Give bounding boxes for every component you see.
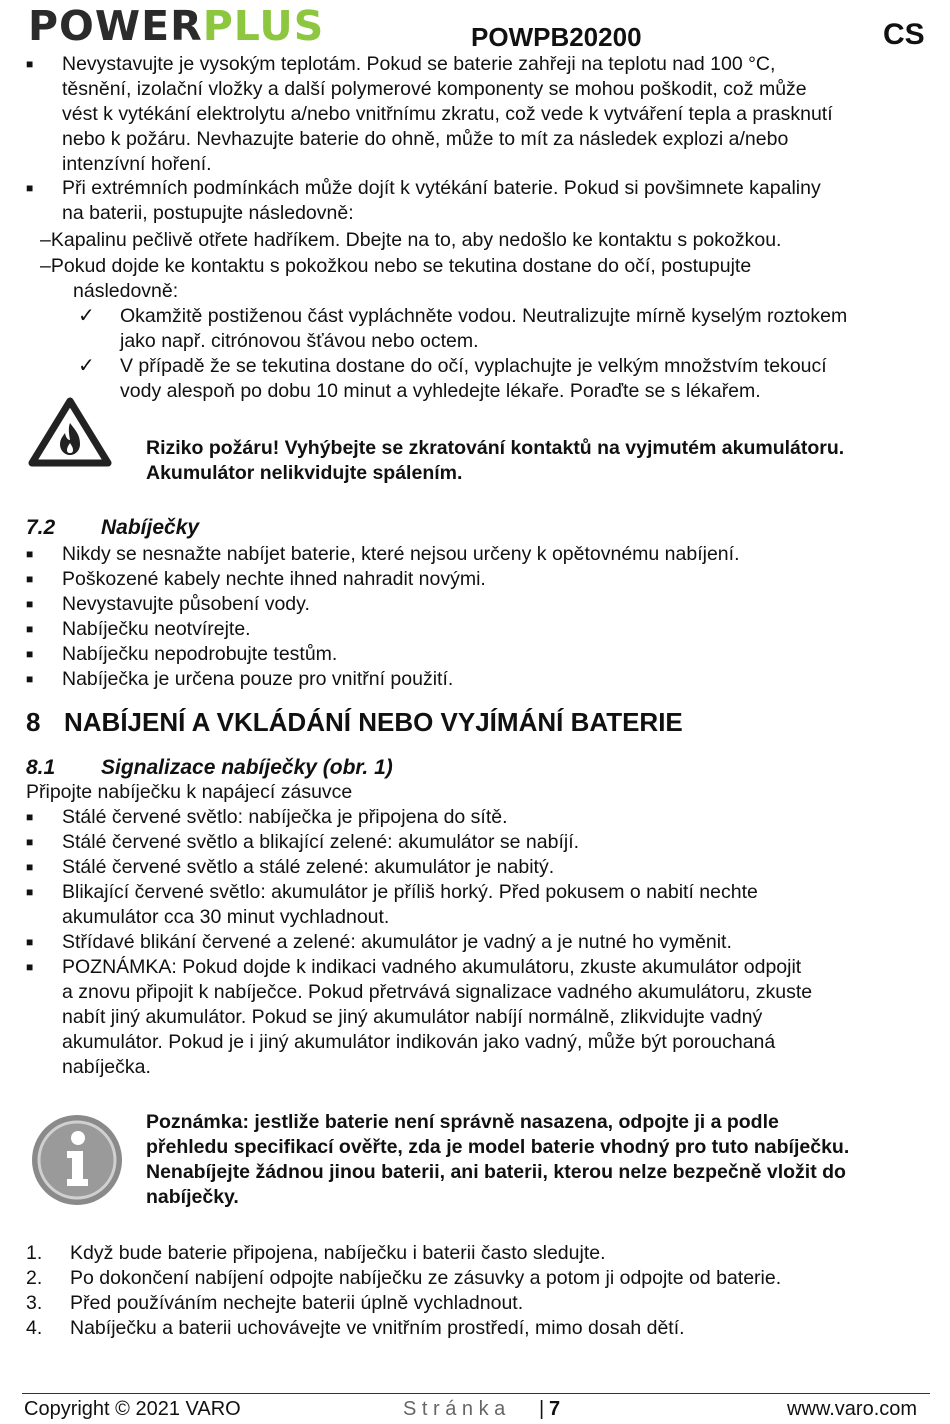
bullet-marker: ■ (26, 181, 34, 195)
text-line: Riziko požáru! Vyhýbejte se zkratování kontaktů na vyjmutém akumulátoru. (146, 437, 845, 459)
bullet-marker: ■ (26, 57, 34, 71)
list-number: 2. (26, 1267, 43, 1289)
section-heading-7-2 (26, 516, 199, 540)
language-code: CS (883, 18, 925, 51)
dash-item-wipe: –Kapalinu pečlivě otřete hadříkem. Dbejte na to, aby nedošlo ke kontaktu s pokožkou. (40, 229, 782, 251)
footer-copyright: Copyright © 2021 VARO (24, 1398, 241, 1420)
text-line: Nevystavujte je vysokým teplotám. Pokud se baterie zahřeji na teplotu nad 100 °C, (62, 53, 776, 75)
check-item-skin (120, 304, 935, 354)
section-title: Nabíječky (101, 516, 200, 539)
dash-item-contact (40, 254, 920, 304)
section-heading-8-1 (26, 756, 393, 780)
text-line: Blikající červené světlo: akumulátor je příliš horký. Před pokusem o nabití nechte (62, 881, 758, 903)
footer-page-number: 7 (549, 1398, 561, 1420)
text-line: –Pokud dojde ke kontaktu s pokožkou nebo se tekutina dostane do očí, postupujte (40, 255, 752, 277)
bullet-marker: ■ (26, 622, 34, 636)
checkmark-icon: ✓ (78, 355, 95, 377)
list-number: 3. (26, 1292, 43, 1314)
footer-page-label: S t r á n k a (403, 1398, 506, 1420)
bullet-marker: ■ (26, 810, 34, 824)
text-line: nebo k požáru. Nevhazujte baterie do ohně, může to mít za následek explozi a/nebo (62, 128, 789, 150)
text-line: nabíječka. (62, 1056, 151, 1078)
list-item: Nevystavujte působení vody. (62, 593, 310, 615)
list-item: Střídavé blikání červené a zelené: akumulátor je vadný a je nutné ho vyměnit. (62, 931, 732, 953)
section-number: 8.1 (26, 756, 56, 779)
numbered-item: Když bude baterie připojena, nabíječku i baterii často sledujte. (70, 1242, 606, 1264)
text-line: jako např. citrónovou šťávou nebo octem. (120, 330, 479, 352)
text-line: Nenabíjejte žádnou jinou baterii, ani baterii, kterou nelze bezpečně vložit do (146, 1161, 846, 1183)
footer-url: www.varo.com (787, 1398, 918, 1420)
bullet-marker: ■ (26, 935, 34, 949)
bullet-leak-warning (62, 176, 932, 226)
chapter-title: NABÍJENÍ A VKLÁDÁNÍ NEBO VYJÍMÁNÍ BATERIE (64, 707, 683, 737)
text-line: vody alespoň po dobu 10 minut a vyhledejte lékaře. Poraďte se s lékařem. (120, 380, 761, 402)
text-line: nabít jiný akumulátor. Pokud se jiný akumulátor nabíjí normálně, zlikvidujte vadný (62, 1006, 763, 1028)
text-line: akumulátor cca 30 minut vychladnout. (62, 906, 390, 928)
numbered-item: Nabíječku a baterii uchovávejte ve vnitřním prostředí, mimo dosah dětí. (70, 1317, 685, 1339)
text-line: Okamžitě postiženou část vypláchněte vodou. Neutralizujte mírně kyselým roztokem (120, 305, 848, 327)
text-line: těsnění, izolační vložky a další polymerové komponenty se mohou poškodit, což může (62, 78, 807, 100)
section-intro: Připojte nabíječku k napájecí zásuvce (26, 781, 353, 803)
fire-warning-icon (28, 397, 112, 467)
list-item-note (62, 955, 932, 1080)
footer-divider (22, 1393, 930, 1394)
bullet-marker: ■ (26, 597, 34, 611)
text-line: a znovu připojit k nabíječce. Pokud přetrvává signalizace vadného akumulátoru, zkuste (62, 981, 813, 1003)
numbered-item: Před používáním nechejte baterii úplně vychladnout. (70, 1292, 524, 1314)
info-note-text (146, 1110, 936, 1210)
text-line: Při extrémních podmínkách může dojít k vytékání baterie. Pokud si povšimnete kapaliny (62, 177, 821, 199)
logo-text-plus: PLUS (202, 2, 325, 50)
logo-text-power: POWER (28, 2, 203, 50)
text-line: V případě že se tekutina dostane do očí, vyplachujte je velkým množstvím tekoucí (120, 355, 827, 377)
check-item-eyes (120, 354, 935, 404)
checkmark-icon: ✓ (78, 305, 95, 327)
section-number: 7.2 (26, 516, 56, 539)
list-item: Stálé červené světlo a stálé zelené: akumulátor je nabitý. (62, 856, 555, 878)
text-line: přehledu specifikací ověřte, zda je model baterie vhodný pro tuto nabíječku. (146, 1136, 850, 1158)
text-line: na baterii, postupujte následovně: (62, 202, 354, 224)
fire-warning-text (146, 436, 936, 486)
list-item: Nikdy se nesnažte nabíjet baterie, které nejsou určeny k opětovnému nabíjení. (62, 543, 740, 565)
text-line: vést k vytékání elektrolytu a/nebo vnitřnímu zkratu, což vede k vytváření tepla a prasknutí (62, 103, 833, 125)
list-item: Stálé červené světlo: nabíječka je připojena do sítě. (62, 806, 508, 828)
bullet-marker: ■ (26, 572, 34, 586)
list-item (62, 880, 932, 930)
bullet-heat-warning (62, 52, 932, 177)
brand-logo (28, 4, 324, 48)
section-title: Signalizace nabíječky (obr. 1) (101, 756, 393, 779)
list-item: Nabíječku neotvírejte. (62, 618, 251, 640)
list-item: Stálé červené světlo a blikající zelené: akumulátor se nabíjí. (62, 831, 580, 853)
list-item: Nabíječka je určena pouze pro vnitřní použití. (62, 668, 454, 690)
text-line: akumulátor. Pokud je i jiný akumulátor indikován jako vadný, může být porouchaná (62, 1031, 776, 1053)
text-line: Akumulátor nelikvidujte spálením. (146, 462, 463, 484)
footer-page-separator: | (539, 1398, 545, 1420)
bullet-marker: ■ (26, 672, 34, 686)
model-number: POWPB20200 (471, 22, 642, 52)
chapter-heading-8 (26, 707, 683, 738)
text-line: následovně: (73, 280, 179, 302)
list-number: 4. (26, 1317, 43, 1339)
info-icon (30, 1113, 124, 1207)
text-line: nabíječky. (146, 1186, 239, 1208)
list-number: 1. (26, 1242, 43, 1264)
numbered-item: Po dokončení nabíjení odpojte nabíječku ze zásuvky a potom ji odpojte od baterie. (70, 1267, 782, 1289)
bullet-marker: ■ (26, 647, 34, 661)
chapter-number: 8 (26, 707, 41, 737)
bullet-marker: ■ (26, 835, 34, 849)
bullet-marker: ■ (26, 960, 34, 974)
bullet-marker: ■ (26, 547, 34, 561)
bullet-marker: ■ (26, 885, 34, 899)
list-item: Poškozené kabely nechte ihned nahradit novými. (62, 568, 486, 590)
text-line: POZNÁMKA: Pokud dojde k indikaci vadného akumulátoru, zkuste akumulátor odpojit (62, 956, 802, 978)
bullet-marker: ■ (26, 860, 34, 874)
text-line: intenzívní hoření. (62, 153, 212, 175)
list-item: Nabíječku nepodrobujte testům. (62, 643, 338, 665)
text-line: Poznámka: jestliže baterie není správně nasazena, odpojte ji a podle (146, 1111, 779, 1133)
